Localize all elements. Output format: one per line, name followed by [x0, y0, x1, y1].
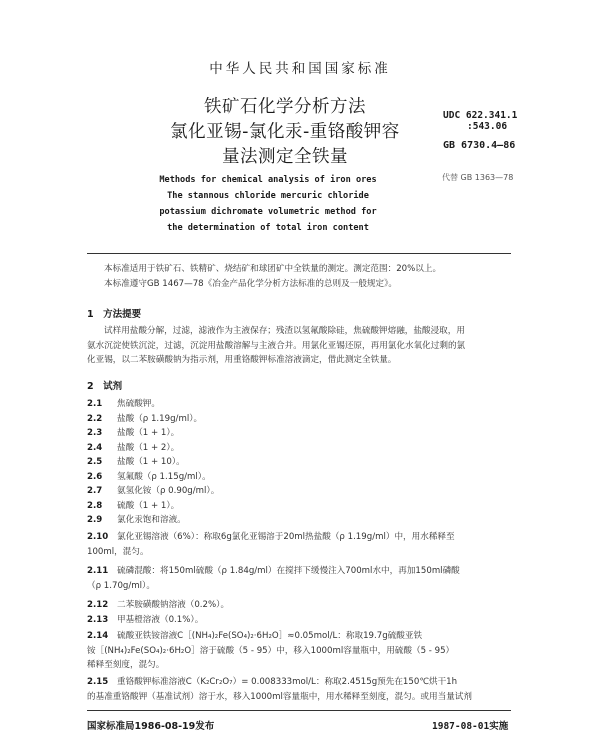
gb-code: GB 6730.4—86: [443, 140, 516, 151]
english-line-3: potassium dichromate volumetric method for: [159, 207, 377, 217]
reagent-list: [87, 397, 513, 528]
s1-line-1: 试样用盐酸分解，过滤，滤液作为主液保存；残渣以氢氟酸除硅，焦硫酸钾熔融，盐酸浸取，用: [104, 326, 465, 336]
reagent-2-14: 2.14 硫酸亚铁铵溶液C［(NH₄)₂Fe(SO₄)₂·6H₂O］≈0.05mol/L：称取19.7g硫酸亚铁 铵［(NH₄)₂Fe(SO₄)₂·6H₂O］溶于硫酸（5 - 95）中，移入1000ml容量瓶中，用硫酸（5 - 95） 稀释至刻度，混匀。: [87, 631, 455, 670]
intro-line-2: 本标准遵守GB 1467—78《冶金产品化学分析方法标准的总则及一般规定》。: [104, 278, 398, 289]
reagent-2-11: 2.11 硫磷混酸：将150ml硫酸（ρ 1.84g/ml）在搅拌下缓慢注入700ml水中，再加150ml磷酸 （ρ 1.70g/ml）。: [87, 566, 460, 591]
issued-date: 国家标准局1986-08-19发布: [87, 721, 215, 732]
english-line-2: The stannous chloride mercuric chloride: [167, 191, 369, 201]
title-line-2: 氯化亚锡-氯化汞-重铬酸钾容: [170, 122, 400, 142]
s1-line-3: 化亚锡，以二苯胺磺酸钠为指示剂，用重铬酸钾标准溶液滴定，借此测定全铁量。: [87, 355, 397, 365]
section-1-title: 1 方法提要: [87, 309, 142, 320]
replaces-note: 代替 GB 1363—78: [442, 173, 514, 182]
english-line-4: the determination of total iron content: [167, 223, 369, 233]
section-2-title: 2 试剂: [87, 381, 123, 392]
title-line-3: 量法测定全铁量: [222, 147, 348, 167]
reagent-2-12: 2.12 二苯胺磺酸钠溶液（0.2%）。: [87, 600, 230, 610]
reagent-item: 2.4 盐酸（1 + 2）。: [87, 442, 180, 453]
intro-paragraph: [87, 262, 513, 291]
english-title: [118, 172, 418, 236]
udc-code: UDC 622.341.1: [443, 110, 518, 121]
reagent-2-15: 2.15 重铬酸钾标准溶液C（K₂Cr₂O₇）= 0.008333mol/L：称取2.4515g预先在150℃烘干1h 的基准重铬酸钾（基准试剂）溶于水，移入1000ml容量瓶中，用水稀释至刻度，混匀。或用当量试剂: [87, 677, 472, 702]
reagent-item: 2.3 盐酸（1 + 1）。: [87, 428, 180, 438]
section-1-body: [87, 324, 513, 368]
reagent-item: 2.5 盐酸（1 + 10）。: [87, 457, 185, 467]
title-line-1: 铁矿石化学分析方法: [204, 97, 366, 117]
reagent-item: 2.6 氢氟酸（ρ 1.15g/ml）。: [87, 471, 211, 482]
reagent-item: 2.1 焦硫酸钾。: [87, 399, 160, 409]
reagent-item: 2.7 氨氢化铵（ρ 0.90g/ml）。: [87, 486, 220, 496]
reagent-2-13: 2.13 甲基橙溶液（0.1%）。: [87, 615, 204, 625]
english-line-1: Methods for chemical analysis of iron ores: [159, 175, 377, 185]
reagent-2-10: 2.10 氯化亚锡溶液（6%）：称取6g氯化亚锡溶于20ml热盐酸（ρ 1.19g/ml）中，用水稀释至 100ml，混匀。: [87, 532, 455, 557]
reagent-item: 2.8 硫酸（1 + 1）。: [87, 500, 180, 511]
header-divider: [87, 253, 511, 254]
standard-org-header: 中华人民共和国国家标准: [209, 61, 391, 77]
udc-code-suffix: :543.06: [467, 121, 508, 132]
effective-date: 1987-08-01实施: [432, 721, 509, 732]
reagent-item: 2.2 盐酸（ρ 1.19g/ml）。: [87, 413, 203, 424]
intro-line-1: 本标准适用于铁矿石、铁精矿、烧结矿和球团矿中全铁量的测定。测定范围：20%以上。: [104, 264, 442, 274]
reagent-item: 2.9 氯化汞饱和溶液。: [87, 515, 186, 525]
footer-divider: [87, 710, 511, 711]
s1-line-2: 氨水沉淀使铁沉淀，过滤，沉淀用盐酸溶解与主液合并。用氯化亚锡还原，再用氯化水氧化过剩的氯: [87, 340, 466, 351]
document-title: [140, 95, 430, 170]
